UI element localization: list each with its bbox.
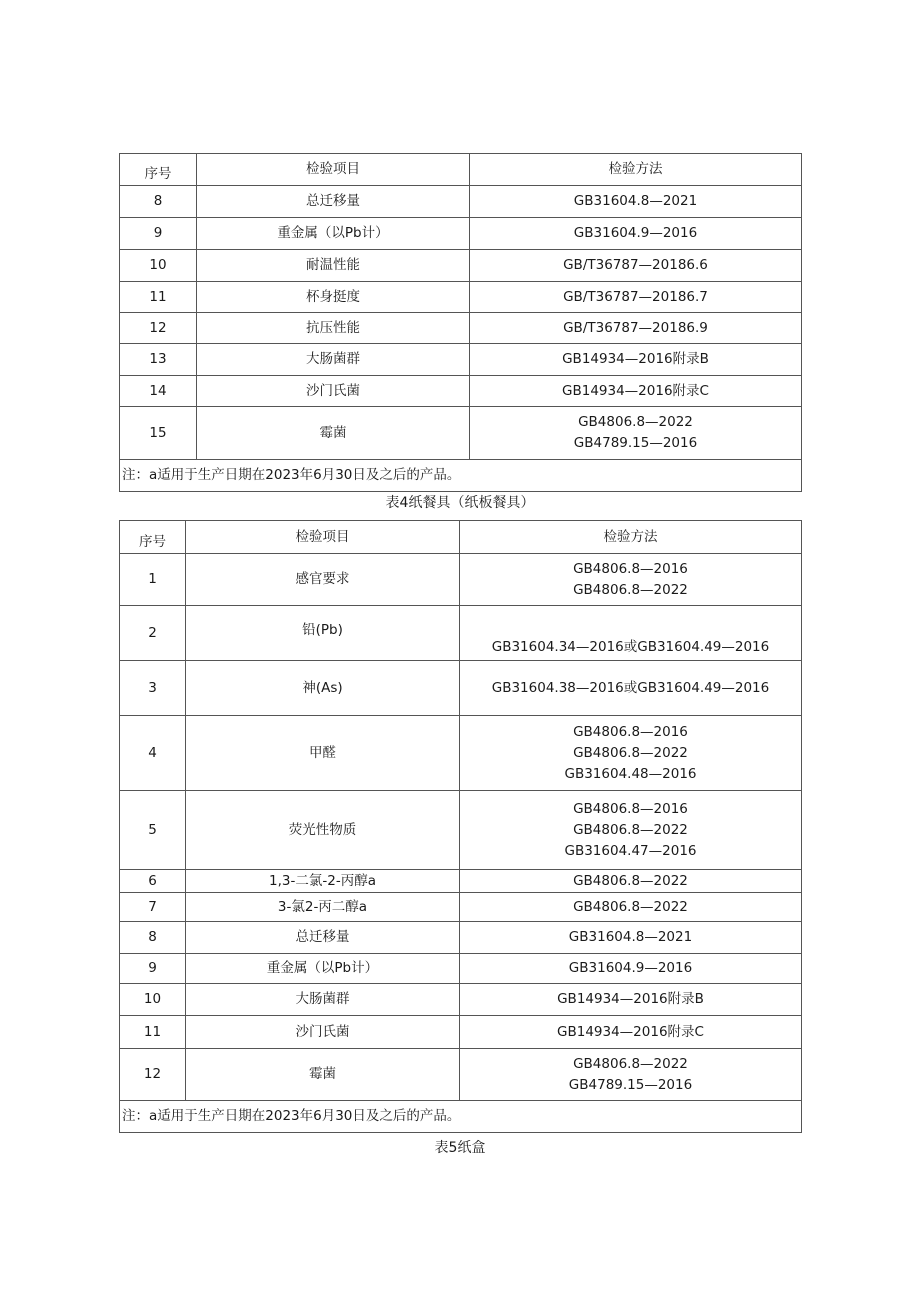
table-2 [119, 520, 802, 1133]
table-row [120, 554, 802, 606]
serial-no-cell: 10 [120, 984, 186, 1016]
test-method-cell [460, 791, 802, 870]
test-method-line: GB14934—2016附录C [562, 382, 709, 399]
test-method-line: GB4789.15—2016 [568, 1076, 693, 1093]
serial-no-cell: 15 [120, 407, 197, 460]
table-row [120, 376, 802, 407]
table-note: 注：a适用于生产日期在2023年6月30日及之后的产品。 [120, 1101, 802, 1133]
header-serial-no: 序号 [120, 154, 197, 186]
test-method-line: GB4806.8—2016 [573, 723, 688, 740]
test-item-cell: 荧光性物质 [186, 791, 460, 870]
table-row [120, 922, 802, 954]
test-method-line: GB31604.9—2016 [573, 225, 698, 241]
test-method-line: GB4806.8—2022 [573, 744, 688, 761]
test-method-line: GB4806.8—2022 [573, 821, 688, 838]
test-item-cell: 1,3-二氯-2-丙醇a [186, 870, 460, 893]
serial-no-cell: 7 [120, 893, 186, 922]
serial-no-cell: 3 [120, 661, 186, 716]
test-item-cell: 感官要求 [186, 554, 460, 606]
table-row [120, 606, 802, 661]
test-method-cell [470, 344, 802, 376]
test-item-cell: 重金属（以Pb计） [197, 218, 470, 250]
test-item-cell: 铅(Pb) [186, 606, 460, 661]
test-method-cell [460, 1049, 802, 1101]
header-test-method: 检验方法 [460, 521, 802, 554]
test-method-cell [460, 554, 802, 606]
table-row [120, 716, 802, 791]
serial-no-cell: 9 [120, 954, 186, 984]
table-4-caption: 表4纸餐具（纸板餐具） [385, 495, 535, 511]
test-item-cell: 大肠菌群 [186, 984, 460, 1016]
test-method-cell [460, 606, 802, 661]
test-method-cell [460, 716, 802, 791]
table-row [120, 282, 802, 313]
test-method-line: GB31604.47—2016 [564, 842, 697, 859]
test-item-cell: 霉菌 [186, 1049, 460, 1101]
test-item-cell: 大肠菌群 [197, 344, 470, 376]
test-method-line: GB4789.15—2016 [573, 435, 698, 451]
test-method-cell [470, 376, 802, 407]
test-method-line: GB31604.48—2016 [564, 765, 697, 782]
table-1-body [120, 154, 802, 492]
header-test-item: 检验项目 [197, 154, 470, 186]
table-5-caption: 表5纸盒 [434, 1140, 486, 1156]
table-row [120, 791, 802, 870]
test-item-cell: 总迁移量 [186, 922, 460, 954]
table-row [120, 870, 802, 893]
test-item-cell: 抗压性能 [197, 313, 470, 344]
test-method-cell [470, 407, 802, 460]
table-row [120, 984, 802, 1016]
serial-no-cell: 13 [120, 344, 197, 376]
test-method-line: GB/T36787—20186.7 [563, 288, 708, 305]
test-method-cell [470, 282, 802, 313]
header-row [120, 521, 802, 554]
table-row [120, 186, 802, 218]
table-row [120, 1049, 802, 1101]
test-item-cell: 杯身挺度 [197, 282, 470, 313]
test-method-cell [470, 313, 802, 344]
test-method-line: GB31604.8—2021 [573, 193, 698, 209]
test-method-cell [460, 954, 802, 984]
test-method-line: GB4806.8—2022 [578, 414, 693, 430]
table-row [120, 1016, 802, 1049]
test-method-line: GB4806.8—2022 [573, 1055, 688, 1072]
test-method-line: GB/T36787—20186.9 [563, 319, 708, 336]
serial-no-cell: 1 [120, 554, 186, 606]
serial-no-cell: 4 [120, 716, 186, 791]
test-method-cell [460, 922, 802, 954]
test-method-cell [470, 186, 802, 218]
test-item-cell: 沙门氏菌 [197, 376, 470, 407]
note-row [120, 1101, 802, 1133]
test-method-line: GB14934—2016附录B [562, 351, 709, 367]
serial-no-cell: 9 [120, 218, 197, 250]
table-row [120, 250, 802, 282]
serial-no-cell: 12 [120, 1049, 186, 1101]
test-method-line: GB31604.34—2016或GB31604.49—2016 [491, 639, 770, 655]
test-method-line: GB4806.8—2022 [573, 581, 688, 598]
test-method-cell [460, 661, 802, 716]
table-row [120, 661, 802, 716]
test-item-cell: 3-氯2-丙二醇a [186, 893, 460, 922]
test-item-cell: 沙门氏菌 [186, 1016, 460, 1049]
test-method-line: GB31604.38—2016或GB31604.49—2016 [491, 679, 770, 696]
test-method-cell [460, 870, 802, 893]
table-1 [119, 153, 802, 492]
test-method-line: GB4806.8—2016 [573, 800, 688, 817]
table-row [120, 344, 802, 376]
table-row [120, 218, 802, 250]
test-method-line: GB4806.8—2016 [573, 560, 688, 577]
table-row [120, 407, 802, 460]
test-item-cell: 霉菌 [197, 407, 470, 460]
serial-no-cell: 8 [120, 922, 186, 954]
test-method-line: GB4806.8—2022 [573, 898, 688, 915]
test-item-cell: 重金属（以Pb计） [186, 954, 460, 984]
test-item-cell: 耐温性能 [197, 250, 470, 282]
test-method-cell [470, 218, 802, 250]
serial-no-cell: 14 [120, 376, 197, 407]
note-row [120, 460, 802, 492]
serial-no-cell: 11 [120, 282, 197, 313]
test-item-cell: 甲醛 [186, 716, 460, 791]
test-method-line: GB4806.8—2022 [573, 872, 688, 889]
test-method-cell [460, 1016, 802, 1049]
header-row [120, 154, 802, 186]
test-item-cell: 总迁移量 [197, 186, 470, 218]
test-method-line: GB14934—2016附录B [557, 991, 704, 1007]
serial-no-cell: 10 [120, 250, 197, 282]
serial-no-cell: 12 [120, 313, 197, 344]
table-note: 注：a适用于生产日期在2023年6月30日及之后的产品。 [120, 460, 802, 492]
test-method-line: GB31604.8—2021 [568, 929, 693, 945]
table-2-body [120, 521, 802, 1133]
serial-no-cell: 11 [120, 1016, 186, 1049]
serial-no-cell: 5 [120, 791, 186, 870]
serial-no-cell: 2 [120, 606, 186, 661]
test-method-line: GB14934—2016附录C [557, 1023, 704, 1040]
test-method-line: GB31604.9—2016 [568, 960, 693, 976]
header-serial-no: 序号 [120, 521, 186, 554]
header-test-item: 检验项目 [186, 521, 460, 554]
test-item-cell: 神(As) [186, 661, 460, 716]
test-method-cell [470, 250, 802, 282]
table-row [120, 954, 802, 984]
header-test-method: 检验方法 [470, 154, 802, 186]
test-method-cell [460, 893, 802, 922]
serial-no-cell: 6 [120, 870, 186, 893]
test-method-cell [460, 984, 802, 1016]
serial-no-cell: 8 [120, 186, 197, 218]
table-row [120, 313, 802, 344]
table-row [120, 893, 802, 922]
test-method-line: GB/T36787—20186.6 [563, 257, 708, 273]
